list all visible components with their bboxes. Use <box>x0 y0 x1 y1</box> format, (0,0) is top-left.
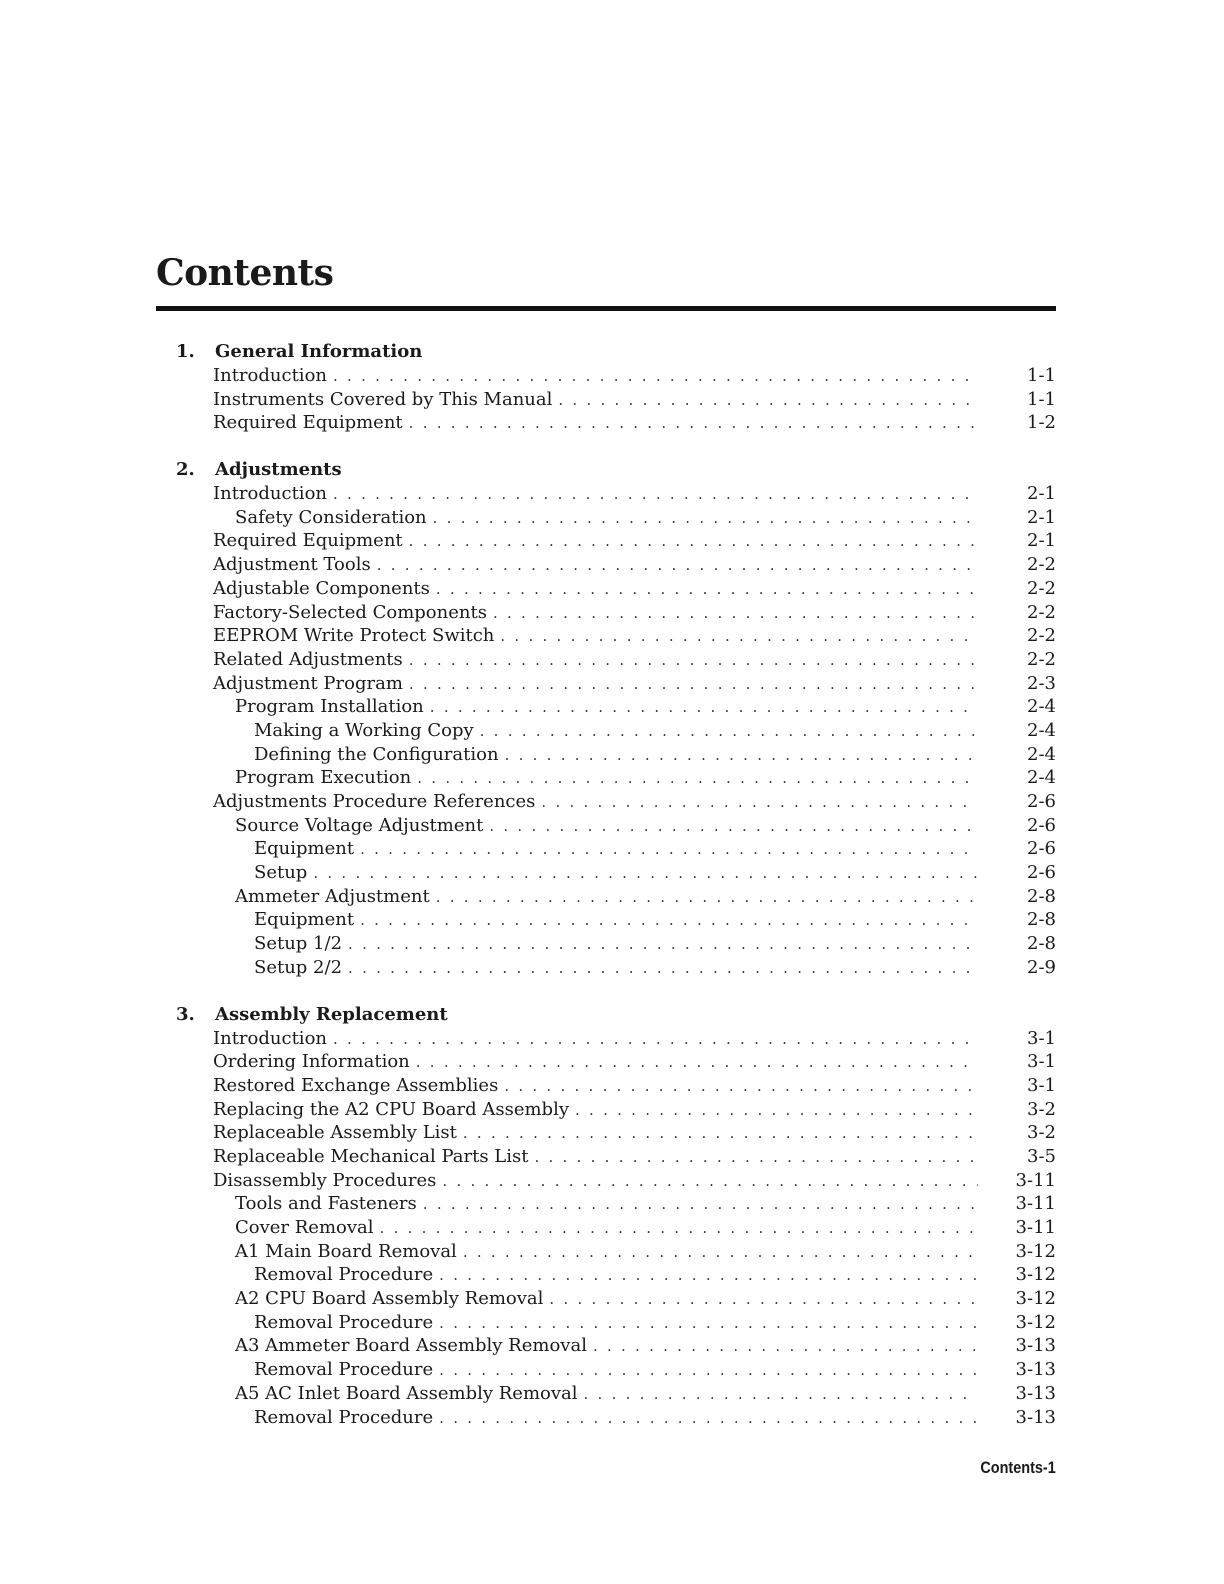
toc-entry-label: Replaceable Mechanical Parts List <box>213 1145 529 1167</box>
table-of-contents <box>0 340 1224 1452</box>
toc-entry[interactable] <box>254 908 1056 932</box>
toc-entry-page: 3-5 <box>1027 1145 1056 1167</box>
toc-entry-page: 2-8 <box>1027 909 1056 931</box>
toc-entry-page: 2-8 <box>1027 885 1056 907</box>
toc-entry-label: Removal Procedure <box>254 1264 434 1286</box>
toc-entry-label: Disassembly Procedures <box>213 1169 437 1191</box>
toc-entry-page: 1-1 <box>1027 388 1056 410</box>
toc-entry-label: Setup 1/2 <box>254 933 343 955</box>
page-title: Contents <box>156 252 334 294</box>
toc-entry[interactable] <box>213 529 1056 553</box>
toc-entry-label: Program Installation <box>235 696 424 718</box>
toc-entry-label: Defining the Configuration <box>254 743 499 765</box>
dot-leader <box>436 886 978 910</box>
chapter-number: 3. <box>176 1003 195 1025</box>
page-footer-label: Contents-1 <box>980 1458 1056 1477</box>
title-rule <box>156 306 1056 311</box>
toc-entry[interactable] <box>235 1287 1056 1311</box>
dot-leader <box>439 1312 977 1336</box>
dot-leader <box>575 1099 978 1123</box>
toc-entry-label: Setup 2/2 <box>254 956 343 978</box>
toc-entry-page: 2-1 <box>1027 506 1056 528</box>
dot-leader <box>409 673 978 697</box>
toc-entry[interactable] <box>254 956 1056 980</box>
chapter-heading[interactable] <box>0 340 1224 364</box>
toc-entry[interactable] <box>235 814 1056 838</box>
toc-entry-page: 2-6 <box>1027 862 1056 884</box>
toc-entry-page: 2-2 <box>1027 577 1056 599</box>
dot-leader <box>333 365 978 389</box>
toc-entry-label: Instruments Covered by This Manual <box>213 388 553 410</box>
toc-entry[interactable] <box>254 932 1056 956</box>
toc-entry[interactable] <box>254 1263 1056 1287</box>
toc-entry[interactable] <box>235 885 1056 909</box>
dot-leader <box>463 1122 978 1146</box>
dot-leader <box>380 1217 978 1241</box>
toc-entry-label: Removal Procedure <box>254 1359 434 1381</box>
dot-leader <box>480 720 978 744</box>
toc-entry-page: 1-1 <box>1027 365 1056 386</box>
toc-entry[interactable] <box>254 719 1056 743</box>
toc-entry-page: 3-1 <box>1027 1074 1056 1096</box>
toc-entry-label: Related Adjustments <box>213 648 403 670</box>
dot-leader <box>439 1264 977 1288</box>
toc-entry-label: Equipment <box>254 909 355 931</box>
dot-leader <box>348 957 978 981</box>
toc-entry-page: 3-12 <box>1015 1288 1056 1310</box>
dot-leader <box>430 696 978 720</box>
toc-entry[interactable] <box>235 1240 1056 1264</box>
toc-entry-label: A5 AC Inlet Board Assembly Removal <box>235 1382 578 1404</box>
toc-entry-page: 3-13 <box>1015 1335 1056 1357</box>
chapter-title: Assembly Replacement <box>215 1003 448 1025</box>
toc-entry-page: 2-2 <box>1027 648 1056 670</box>
toc-entry-page: 3-13 <box>1015 1382 1056 1404</box>
toc-entry-page: 2-6 <box>1027 814 1056 836</box>
toc-entry[interactable] <box>213 1145 1056 1169</box>
toc-entry[interactable] <box>213 1098 1056 1122</box>
toc-entry[interactable] <box>235 506 1056 530</box>
toc-entry[interactable] <box>254 743 1056 767</box>
toc-entry-page: 3-1 <box>1027 1051 1056 1073</box>
dot-leader <box>558 389 978 413</box>
chapter-heading[interactable] <box>0 458 1224 482</box>
dot-leader <box>489 815 978 839</box>
toc-entry-page: 2-4 <box>1027 767 1056 789</box>
toc-entry-page: 1-2 <box>1027 412 1056 434</box>
dot-leader <box>360 838 978 862</box>
toc-entry-page: 2-2 <box>1027 625 1056 647</box>
toc-entry-label: Replacing the A2 CPU Board Assembly <box>213 1098 570 1120</box>
toc-entry-label: Required Equipment <box>213 530 403 552</box>
toc-entry[interactable] <box>213 601 1056 625</box>
toc-entry-page: 2-9 <box>1027 956 1056 978</box>
toc-entry[interactable] <box>254 837 1056 861</box>
toc-entry-label: Removal Procedure <box>254 1311 434 1333</box>
toc-entry-label: Adjustment Program <box>213 672 403 694</box>
dot-leader <box>333 483 978 507</box>
chapter-title: General Information <box>215 341 423 362</box>
toc-chapter <box>0 340 1224 435</box>
dot-leader <box>504 1075 978 1099</box>
toc-entry-label: Tools and Fasteners <box>235 1193 417 1215</box>
toc-entry-page: 3-11 <box>1015 1169 1056 1191</box>
toc-entry[interactable] <box>213 1027 1056 1051</box>
dot-leader <box>409 649 978 673</box>
toc-entry-label: A2 CPU Board Assembly Removal <box>235 1288 544 1310</box>
toc-entry[interactable] <box>213 1169 1056 1193</box>
toc-entry-page: 2-2 <box>1027 601 1056 623</box>
toc-entry[interactable] <box>235 1192 1056 1216</box>
dot-leader <box>439 1359 977 1383</box>
toc-entry-label: Program Execution <box>235 767 412 789</box>
toc-entry[interactable] <box>254 1358 1056 1382</box>
toc-entry-label: Factory-Selected Components <box>213 601 487 623</box>
dot-leader <box>505 744 978 768</box>
toc-entry[interactable] <box>213 1050 1056 1074</box>
dot-leader <box>360 909 978 933</box>
toc-entry-label: Replaceable Assembly List <box>213 1122 457 1144</box>
toc-entry[interactable] <box>213 672 1056 696</box>
chapter-title: Adjustments <box>215 459 342 481</box>
dot-leader <box>500 625 978 649</box>
dot-leader <box>549 1288 977 1312</box>
toc-entry-label: Introduction <box>213 483 327 505</box>
dot-leader <box>333 1028 978 1052</box>
toc-entry-page: 2-4 <box>1027 719 1056 741</box>
toc-entry-label: Ammeter Adjustment <box>235 885 430 907</box>
chapter-heading[interactable] <box>0 1003 1224 1027</box>
dot-leader <box>463 1241 978 1265</box>
toc-entry[interactable] <box>213 364 1056 388</box>
toc-chapter <box>0 458 1224 979</box>
toc-entry-page: 3-1 <box>1027 1027 1056 1049</box>
toc-entry-page: 2-1 <box>1027 483 1056 505</box>
toc-entry[interactable] <box>235 1334 1056 1358</box>
toc-entry-label: Ordering Information <box>213 1051 410 1073</box>
chapter-number: 1. <box>176 341 195 362</box>
dot-leader <box>417 767 978 791</box>
toc-entry-page: 2-4 <box>1027 743 1056 765</box>
toc-entry-page: 2-4 <box>1027 696 1056 718</box>
toc-entry-page: 3-2 <box>1027 1098 1056 1120</box>
toc-entry-label: Source Voltage Adjustment <box>235 814 484 836</box>
dot-leader <box>416 1051 978 1075</box>
toc-entry[interactable] <box>235 766 1056 790</box>
toc-entry-label: Adjustments Procedure References <box>213 791 536 812</box>
toc-entry-label: A3 Ammeter Board Assembly Removal <box>235 1335 587 1357</box>
toc-entry-label: Adjustable Components <box>213 577 430 599</box>
toc-entry[interactable] <box>213 577 1056 601</box>
dot-leader <box>433 507 978 531</box>
dot-leader <box>436 578 978 602</box>
toc-entry-page: 2-8 <box>1027 933 1056 955</box>
toc-entry[interactable] <box>213 790 1056 814</box>
toc-entry-page: 2-6 <box>1027 791 1056 812</box>
dot-leader <box>348 933 978 957</box>
dot-leader <box>493 602 978 626</box>
toc-entry[interactable] <box>213 1121 1056 1145</box>
toc-entry[interactable] <box>254 861 1056 885</box>
toc-entry-page: 3-11 <box>1015 1217 1056 1238</box>
toc-entry-page: 2-6 <box>1027 838 1056 860</box>
toc-entry-page: 3-12 <box>1015 1264 1056 1286</box>
toc-entry[interactable] <box>254 1406 1056 1430</box>
toc-entry[interactable] <box>235 1382 1056 1406</box>
toc-entry[interactable] <box>213 482 1056 506</box>
dot-leader <box>409 530 978 554</box>
toc-entry[interactable] <box>213 648 1056 672</box>
toc-entry[interactable] <box>213 411 1056 435</box>
toc-entry-page: 2-2 <box>1027 554 1056 576</box>
toc-entry[interactable] <box>235 1216 1056 1240</box>
toc-entry-label: Cover Removal <box>235 1217 374 1238</box>
toc-entry[interactable] <box>213 553 1056 577</box>
toc-entry-page: 3-12 <box>1015 1311 1056 1333</box>
toc-entry-page: 3-12 <box>1015 1240 1056 1262</box>
toc-entry-page: 3-13 <box>1015 1406 1056 1428</box>
toc-entry-label: Restored Exchange Assemblies <box>213 1074 499 1096</box>
dot-leader <box>377 554 978 578</box>
toc-entry-label: Adjustment Tools <box>213 554 371 576</box>
toc-entry-label: Setup <box>254 862 308 884</box>
dot-leader <box>541 791 978 815</box>
toc-entry[interactable] <box>254 1311 1056 1335</box>
toc-entry-label: EEPROM Write Protect Switch <box>213 625 495 647</box>
toc-entry[interactable] <box>235 695 1056 719</box>
toc-entry-page: 3-2 <box>1027 1122 1056 1144</box>
dot-leader <box>423 1193 978 1217</box>
toc-entry-label: Introduction <box>213 1027 327 1049</box>
dot-leader <box>439 1407 977 1431</box>
toc-entry-label: Removal Procedure <box>254 1406 434 1428</box>
toc-entry[interactable] <box>213 1074 1056 1098</box>
toc-entry-page: 3-11 <box>1015 1193 1056 1215</box>
dot-leader <box>313 862 978 886</box>
toc-entry-page: 2-1 <box>1027 530 1056 552</box>
toc-entry-page: 3-13 <box>1015 1359 1056 1381</box>
toc-entry-label: Making a Working Copy <box>254 719 474 741</box>
dot-leader <box>534 1146 978 1170</box>
toc-entry[interactable] <box>213 624 1056 648</box>
toc-chapter <box>0 1003 1224 1430</box>
toc-entry-label: Safety Consideration <box>235 506 427 528</box>
dot-leader <box>584 1383 978 1407</box>
dot-leader <box>593 1335 978 1359</box>
toc-entry-page: 2-3 <box>1027 672 1056 694</box>
toc-entry-label: Introduction <box>213 365 327 386</box>
toc-entry[interactable] <box>213 388 1056 412</box>
dot-leader <box>409 412 978 436</box>
toc-entry-label: Equipment <box>254 838 355 860</box>
toc-entry-label: Required Equipment <box>213 412 403 434</box>
toc-entry-label: A1 Main Board Removal <box>235 1240 457 1262</box>
chapter-number: 2. <box>176 459 195 481</box>
dot-leader <box>442 1170 977 1194</box>
